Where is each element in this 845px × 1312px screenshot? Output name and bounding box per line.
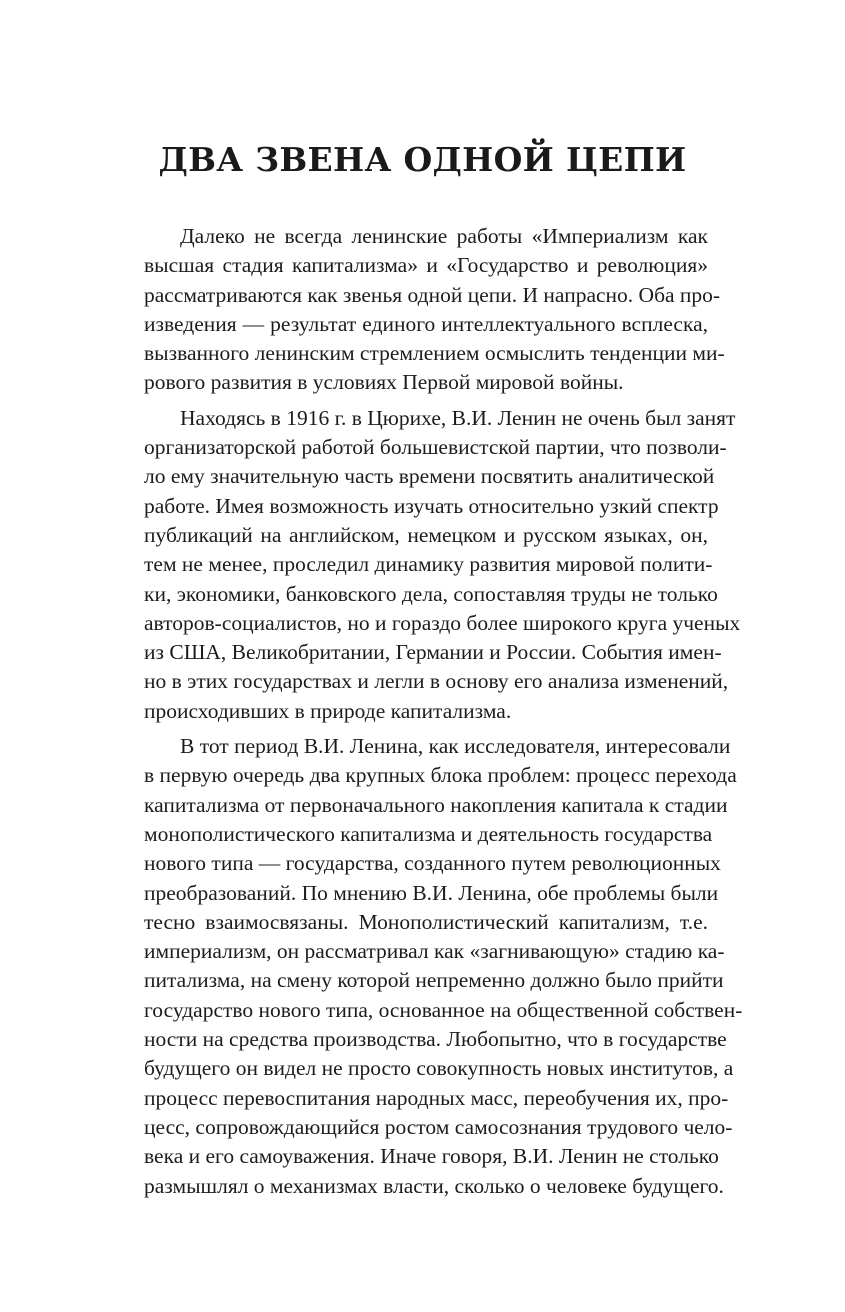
- paragraph: [108, 222, 725, 398]
- text-line: изведения — результат единого интеллектуального всплеска,: [144, 311, 708, 336]
- text-line: происходивших в природе капитализма.: [144, 698, 512, 723]
- text-line: ки, экономики, банковского дела, сопоставляя труды не только: [144, 581, 718, 606]
- text-line: государство нового типа, основанное на общественной собствен-: [144, 997, 743, 1022]
- paragraph: [108, 732, 743, 1201]
- text-line: но в этих государствах и легли в основу его анализа изменений,: [144, 669, 729, 694]
- text-line: в первую очередь два крупных блока проблем: процесс перехода: [144, 763, 737, 788]
- paragraph: [108, 404, 741, 726]
- text-line: ности на средства производства. Любопытно, что в государстве: [144, 1027, 727, 1052]
- text-line: публикаций на английском, немецком и русском языках, он,: [144, 522, 708, 547]
- text-line: авторов-социалистов, но и гораздо более широкого круга ученых: [144, 610, 741, 635]
- text-line: капитализма от первоначального накопления капитала к стадии: [144, 792, 728, 817]
- text-line: монополистического капитализма и деятельность государства: [144, 821, 713, 846]
- text-line: высшая стадия капитализма» и «Государство и революция»: [144, 253, 708, 278]
- text-line: организаторской работой большевистской партии, что позволи-: [144, 435, 727, 460]
- text-line: размышлял о механизмах власти, сколько о человеке будущего.: [144, 1173, 724, 1198]
- text-line: тесно взаимосвязаны. Монополистический капитализм, т.е.: [144, 909, 708, 934]
- text-line: из США, Великобритании, Германии и России. События имен-: [144, 640, 722, 665]
- text-line: нового типа — государства, созданного путем революционных: [144, 851, 721, 876]
- text-line: ло ему значительную часть времени посвятить аналитической: [144, 464, 715, 489]
- text-line: будущего он видел не просто совокупность новых институтов, а: [144, 1056, 734, 1081]
- text-line: империализм, он рассматривал как «загнивающую» стадию ка-: [144, 939, 725, 964]
- text-line: работе. Имея возможность изучать относительно узкий спектр: [144, 493, 719, 518]
- text-line: В тот период В.И. Ленина, как исследователя, интересовали: [180, 734, 731, 759]
- text-line: века и его самоуважения. Иначе говоря, В.И. Ленин не столько: [144, 1144, 719, 1169]
- text-line: цесс, сопровождающийся ростом самосознания трудового чело-: [144, 1114, 733, 1139]
- text-line: вызванного ленинским стремлением осмыслить тенденции ми-: [144, 341, 725, 366]
- text-line: питализма, на смену которой непременно должно было прийти: [144, 968, 724, 993]
- text-line: тем не менее, проследил динамику развития мировой полити-: [144, 552, 713, 577]
- chapter-title: ДВА ЗВЕНА ОДНОЙ ЦЕПИ: [158, 140, 687, 179]
- body-text: [108, 222, 743, 1207]
- text-line: Далеко не всегда ленинские работы «Империализм как: [180, 224, 708, 248]
- text-line: рассматриваются как звенья одной цепи. И напрасно. Оба про-: [144, 282, 721, 307]
- text-line: рового развития в условиях Первой мировой войны.: [144, 370, 624, 395]
- text-line: преобразований. По мнению В.И. Ленина, обе проблемы были: [144, 880, 719, 905]
- text-line: Находясь в 1916 г. в Цюрихе, В.И. Ленин не очень был занят: [180, 405, 736, 430]
- text-line: процесс перевоспитания народных масс, переобучения их, про-: [144, 1085, 729, 1110]
